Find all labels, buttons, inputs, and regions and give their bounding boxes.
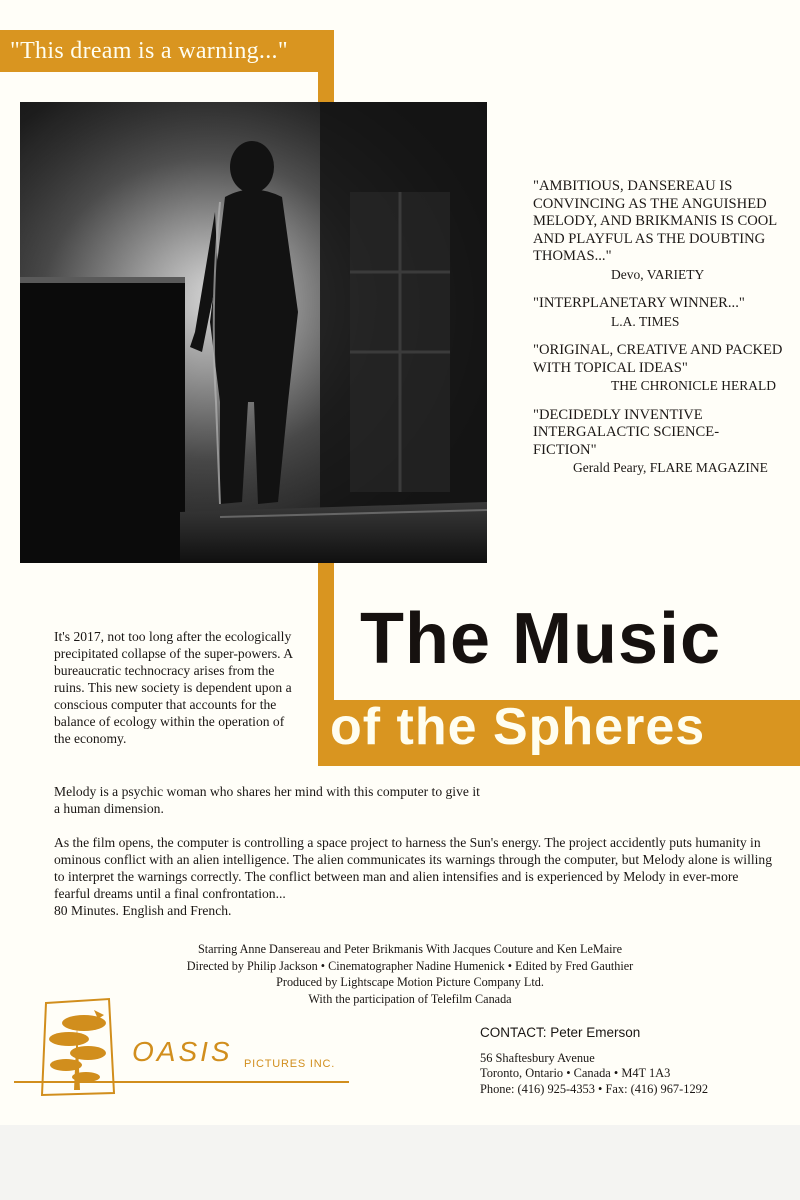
review-quote: "INTERPLANETARY WINNER..." [533, 295, 745, 311]
review-la-times [533, 295, 795, 330]
review-variety [533, 178, 795, 283]
synopsis-paragraph-3 [54, 834, 774, 919]
review-quote: "ORIGINAL, CREATIVE AND PACKED WITH TOPICAL IDEAS" [533, 342, 783, 376]
synopsis-paragraph-2: Melody is a psychic woman who shares her mind with this computer to give it a human dimension. [54, 784, 480, 816]
oasis-logo-name: OASIS [132, 1036, 233, 1067]
review-source: Gerald Peary, FLARE MAGAZINE [573, 460, 768, 475]
runtime-language: 80 Minutes. English and French. [54, 903, 232, 918]
review-source: THE CHRONICLE HERALD [611, 378, 776, 393]
contact-phone-fax: Phone: (416) 925-4353 • Fax: (416) 967-1292 [480, 1081, 709, 1096]
tagline-bar [0, 30, 334, 72]
credits-participation: With the participation of Telefilm Canada [308, 991, 512, 1006]
credits-directed: Directed by Philip Jackson • Cinematographer Nadine Humenick • Edited by Fred Gauthier [186, 958, 634, 973]
review-chronicle-herald [533, 342, 795, 395]
credits-produced: Produced by Lightscape Motion Picture Company Ltd. [276, 975, 544, 989]
oasis-logo-sub: PICTURES INC. [244, 1058, 336, 1070]
reviews-column [533, 178, 795, 489]
film-still-illustration [20, 102, 487, 563]
scan-background [0, 1125, 800, 1200]
contact-address-2: Toronto, Ontario • Canada • M4T 1A3 [480, 1066, 671, 1080]
contact-address-1: 56 Shaftesbury Avenue [480, 1050, 595, 1065]
frame-line-middle [318, 563, 334, 700]
review-flare-magazine [533, 407, 795, 477]
film-still-photo [20, 102, 487, 563]
synopsis-text: As the film opens, the computer is controlling a space project to harness the Sun's energy. The project accidently puts humanity in ominous conflict with an alien intelligence. The alien communicates its warnings through the computer, but Melody alone is willing to interpret the warnings correctly. The conflict between man and alien intensifies and is experienced by Melody in ever-more fearful dreams until a final confrontation... [54, 835, 773, 901]
review-source: Devo, VARIETY [611, 266, 705, 282]
credits-starring: Starring Anne Dansereau and Peter Brikmanis With Jacques Couture and Ken LeMaire [197, 942, 623, 956]
review-quote: "AMBITIOUS, DANSEREAU IS CONVINCING AS THE ANGUISHED MELODY, AND BRIKMANIS IS COOL AND PLAYFUL AS THE DOUBTING THOMAS..." [533, 178, 777, 264]
synopsis-paragraph-1: It's 2017, not too long after the ecologically precipitated collapse of the super-powers. A bureaucratic technocracy arises from the ruins. This new society is dependent upon a conscious computer that accounts for the balance of ecology within the operation of the economy. [54, 629, 293, 746]
film-title-line-2: of the Spheres [330, 698, 706, 756]
frame-line-top [318, 30, 334, 102]
contact-name: CONTACT: Peter Emerson [480, 1025, 641, 1040]
review-quote: "DECIDEDLY INVENTIVE INTERGALACTIC SCIENCE-FICTION" [533, 406, 720, 458]
tagline: "This dream is a warning..." [10, 37, 288, 64]
contact-block [480, 1025, 780, 1097]
film-title-line-1: The Music [360, 599, 722, 679]
review-source: L.A. TIMES [611, 313, 680, 329]
